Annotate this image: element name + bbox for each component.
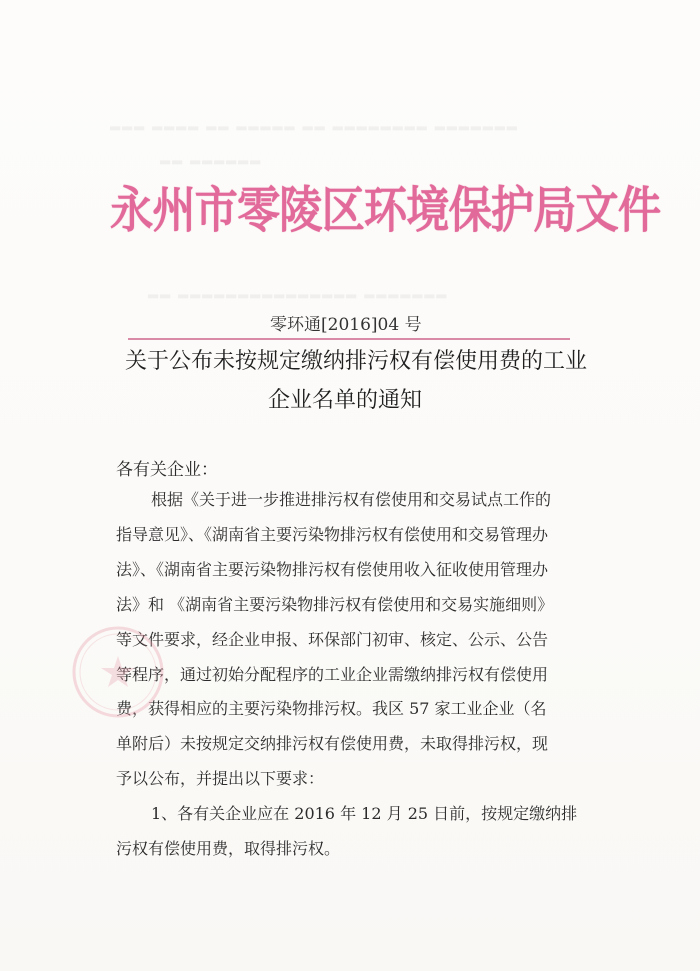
body-line-4: 法》和 《湖南省主要污染物排污权有偿使用和交易实施细则》 (116, 595, 554, 614)
body-line-11: 污权有偿使用费，取得排污权。 (116, 839, 341, 858)
body-line-9: 予以公布，并提出以下要求： (116, 769, 325, 788)
notice-title-line-1: 关于公布未按规定缴纳排污权有偿使用费的工业 (125, 349, 588, 374)
notice-title-line-2: 企业名单的通知 (268, 388, 423, 413)
show-through-text: ▂▂ ▂▂▂▂▂▂ (160, 150, 263, 165)
body-line-10: 1、各有关企业应在 2016 年 12 月 25 日前，按规定缴纳排 (151, 804, 578, 823)
body-line-6: 等程序，通过初始分配程序的工业企业需缴纳排污权有偿使用 (116, 665, 549, 684)
body-line-5: 等文件要求，经企业申报、环保部门初审、核定、公示、公告 (116, 630, 549, 649)
show-through-text: ▂▂▂ ▂▂▂▂ ▂▂ ▂▂▂▂▂ ▂▂ ▂▂▂▂▂▂▂▂ ▂▂▂▂▂▂▂ (110, 116, 519, 131)
body-line-8: 单附后）未按规定交纳排污权有偿使用费，未取得排污权，现 (116, 734, 549, 753)
show-through-text: ▂▂ ▂▂▂▂▂▂▂▂▂▂▂▂▂▂▂ ▂▂▂▂▂▂▂ (148, 284, 449, 299)
body-line-2: 指导意见》、《湖南省主要污染物排污权有偿使用和交易管理办 (116, 525, 549, 544)
body-line-1: 根据《关于进一步推进排污权有偿使用和交易试点工作的 (151, 490, 552, 509)
document-number: 零环通[2016]04 号 (270, 315, 422, 335)
official-seal-stamp (68, 622, 168, 722)
body-line-7: 费，获得相应的主要污染物排污权。我区 57 家工业企业（名 (116, 699, 547, 718)
agency-letterhead-title: 永州市零陵区环境保护局文件 (110, 182, 661, 240)
red-divider-line (128, 338, 570, 340)
body-line-3: 法》、《湖南省主要污染物排污权有偿使用收入征收使用管理办 (116, 560, 549, 579)
salutation: 各有关企业： (116, 460, 218, 480)
